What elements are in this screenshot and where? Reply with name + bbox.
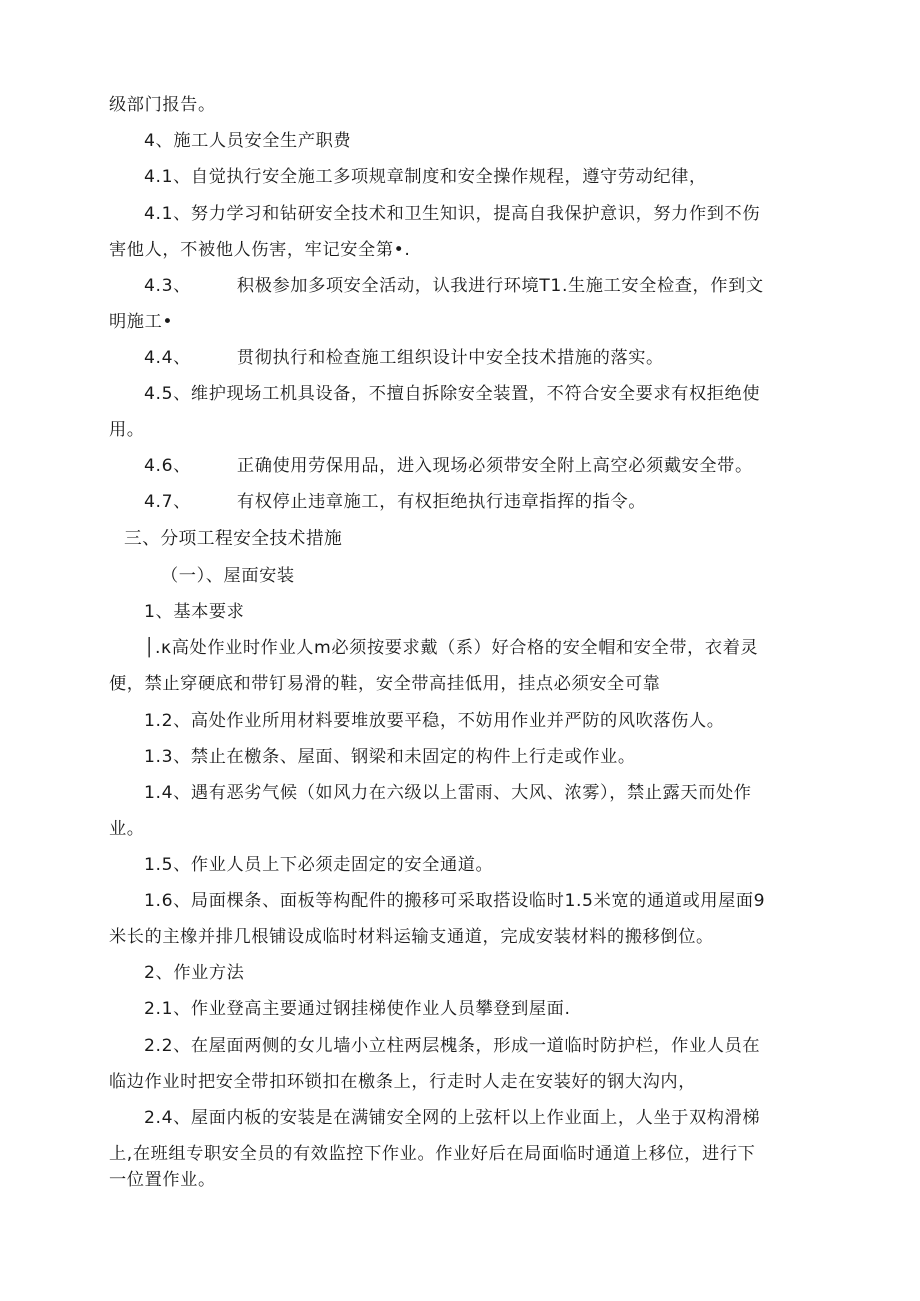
paragraph-line: 4.1、努力学习和钻研安全技术和卫生知识，提高自我保护意识，努力作到不伤 — [144, 204, 761, 224]
paragraph-line: 明施工• — [109, 312, 174, 332]
paragraph-line: 1.6、局面棵条、面板等构配件的搬移可采取搭设临时1.5米宽的通道或用屋面9 — [144, 891, 766, 911]
paragraph-line: 1.5、作业人员上下必须走固定的安全通道。 — [144, 855, 494, 875]
paragraph-line: 害他人，不被他人伤害，牢记安全第•. — [109, 240, 411, 260]
subsection-heading: 1、基本要求 — [144, 602, 245, 622]
subsection-heading: （一）、屋面安装 — [161, 566, 295, 586]
paragraph-line: 2.1、作业登高主要通过钢挂梯使作业人员攀登到屋面. — [144, 999, 571, 1019]
paragraph-line — [144, 491, 646, 513]
item-number: 4.3、 — [144, 276, 191, 296]
item-text: 有权停止违章施工，有权拒绝执行违章指挥的指令。 — [236, 492, 647, 512]
paragraph-line: 1.4、遇有恶劣气候（如风力在六级以上雷雨、大风、浓雾），禁止露天而处作 — [144, 783, 752, 803]
paragraph-line: 4.1、自觉执行安全施工多项规章制度和安全操作规程，遵守劳动纪律， — [144, 167, 707, 187]
paragraph-line: │.κ高处作业时作业人m必须按要求戴（系）好合格的安全帽和安全带，衣着灵 — [144, 638, 759, 658]
subsection-heading: 2、作业方法 — [144, 963, 245, 983]
paragraph-line: 用。 — [109, 420, 145, 440]
item-text: 积极参加多项安全活动，认我进行环境T1.生施工安全检查，作到文 — [236, 276, 764, 296]
paragraph-line: 米长的主橡并排几根铺设成临时材料运输支通道，完成安装材料的搬移倒位。 — [109, 927, 714, 947]
paragraph-line: 上,在班组专职安全员的有效监控下作业。作业好后在局面临时通道上移位，进行下 — [109, 1144, 756, 1164]
item-number: 4.4、 — [144, 348, 191, 368]
paragraph-line: 2.4、屋面内板的安装是在满铺安全网的上弦杆以上作业面上，人坐于双构滑梯 — [144, 1108, 761, 1128]
paragraph-line: 便，禁止穿硬底和带钉易滑的鞋，安全带高挂低用，挂点必须安全可靠 — [109, 674, 661, 694]
paragraph-line: 1.2、高处作业所用材料要堆放要平稳，不妨用作业并严防的风吹落伤人。 — [144, 711, 725, 731]
item-text: 正确使用劳保用品，进入现场必须带安全附上高空必须戴安全带。 — [236, 456, 753, 476]
paragraph-line: 2.2、在屋面两侧的女儿墙小立柱两层槐条，形成一道临时防护栏，作业人员在 — [144, 1036, 761, 1056]
paragraph-line — [144, 347, 664, 369]
section-heading-3: 三、分项工程安全技术措施 — [124, 528, 343, 549]
paragraph-line: 1.3、禁止在檄条、屋面、钢梁和未固定的构件上行走或作业。 — [144, 747, 636, 767]
section-heading-4: 4、施工人员安全生产职费 — [144, 131, 352, 151]
paragraph-line: 级部门报告。 — [109, 95, 216, 115]
item-text: 贯彻执行和检查施工组织设计中安全技术措施的落实。 — [236, 348, 664, 368]
item-number: 4.6、 — [144, 456, 191, 476]
paragraph-line — [144, 455, 753, 477]
paragraph-line: 业。 — [109, 819, 145, 839]
paragraph-line: 一位置作业。 — [109, 1170, 216, 1190]
paragraph-line: 临边作业时把安全带扣环锁扣在檄条上，行走时人走在安装好的钢大沟内， — [109, 1072, 696, 1092]
item-number: 4.7、 — [144, 492, 191, 512]
paragraph-line — [144, 275, 764, 297]
paragraph-line: 4.5、维护现场工机具设备，不擅自拆除安全装置，不符合安全要求有权拒绝使 — [144, 384, 761, 404]
